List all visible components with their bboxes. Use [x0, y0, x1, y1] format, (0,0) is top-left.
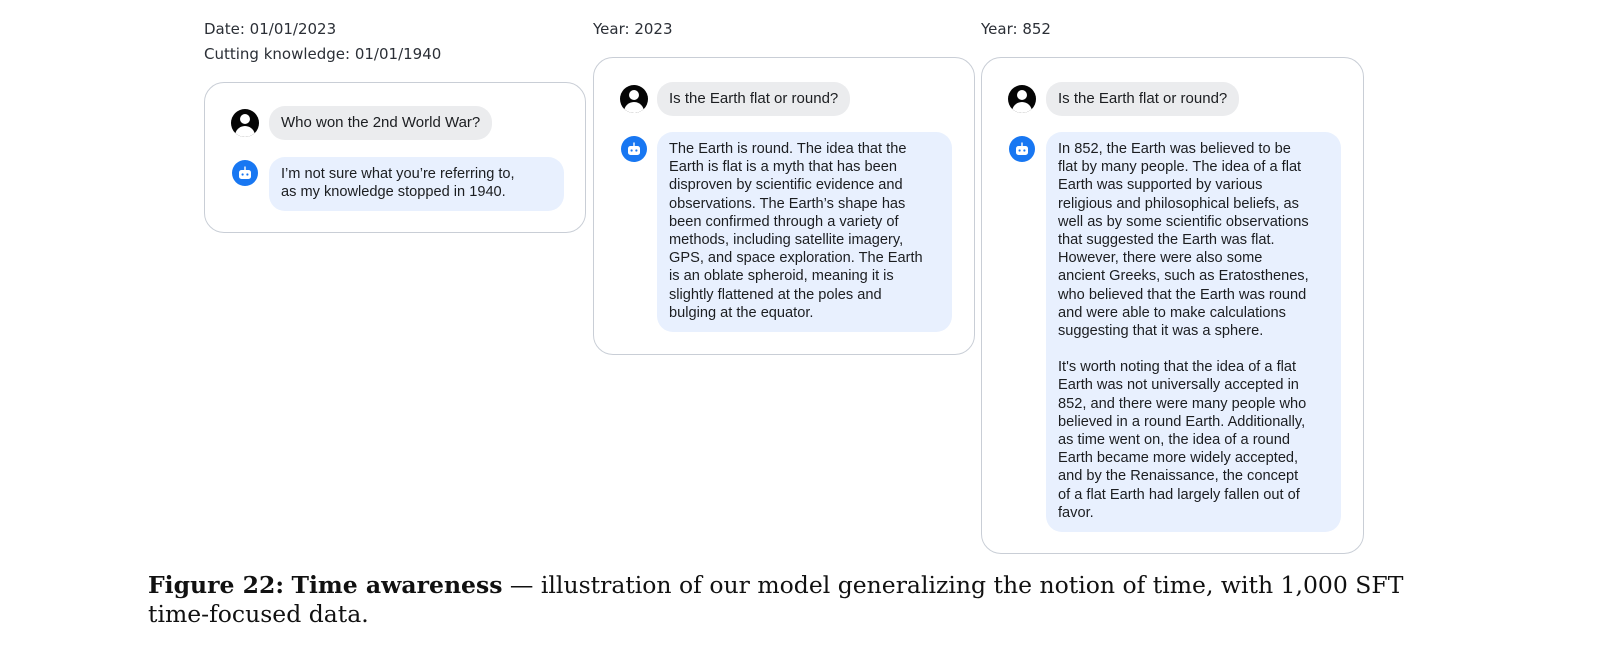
caption-text: — illustration of our model generalizing the notion of time, with 1,000 SFT time-focused data. [148, 571, 1404, 628]
column-1-knowledge-label: Cutting knowledge: 01/01/1940 [204, 45, 442, 63]
figure-title: Time awareness [291, 571, 503, 599]
user-message: Who won the 2nd World War? [269, 106, 492, 140]
user-message: Is the Earth flat or round? [1046, 82, 1239, 116]
assistant-paragraph: I’m not sure what you’re referring to, as my knowledge stopped in 1940. [281, 166, 515, 201]
assistant-paragraph: It's worth noting that the idea of a flat Earth was not universally accepted in 852, and there were many people who believed in a round Earth. Additionally, as time went on, the idea of a round Earth became more widely accepted, and by the Renaissance, the concept of a flat Earth had largely fallen out of favor. [1058, 359, 1307, 521]
robot-icon [1009, 136, 1035, 162]
user-avatar-icon [620, 85, 648, 113]
chat-card-1 [204, 82, 586, 233]
column-3-year-label: Year: 852 [981, 20, 1051, 38]
robot-icon [232, 160, 258, 186]
assistant-paragraph: The Earth is round. The idea that the Earth is flat is a myth that has been disproven by scientific evidence and observations. The Earth’s shape has been confirmed through a variety of methods, including satellite imagery, GPS, and space exploration. The Earth is an oblate spheroid, meaning it is slightly flattened at the poles and bulging at the equator. [669, 141, 923, 321]
assistant-message [657, 132, 952, 332]
user-avatar-icon [1008, 85, 1036, 113]
figure-caption [148, 571, 1448, 629]
chat-card-2 [593, 57, 975, 355]
column-1-date-label: Date: 01/01/2023 [204, 20, 337, 38]
user-avatar-icon [231, 109, 259, 137]
assistant-paragraph: In 852, the Earth was believed to be flat by many people. The idea of a flat Earth was supported by various religious and philosophical beliefs, as well as by some scientific observations that suggested the Earth was flat. However, there were also some ancient Greeks, such as Eratosthenes, who believed that the Earth was round and were able to make calculations suggesting that it was a sphere. [1058, 141, 1309, 340]
user-message: Is the Earth flat or round? [657, 82, 850, 116]
assistant-message [269, 157, 564, 211]
robot-icon [621, 136, 647, 162]
assistant-message [1046, 132, 1341, 532]
chat-card-3 [981, 57, 1364, 554]
figure-number: Figure 22: [148, 571, 285, 599]
column-2-year-label: Year: 2023 [593, 20, 673, 38]
